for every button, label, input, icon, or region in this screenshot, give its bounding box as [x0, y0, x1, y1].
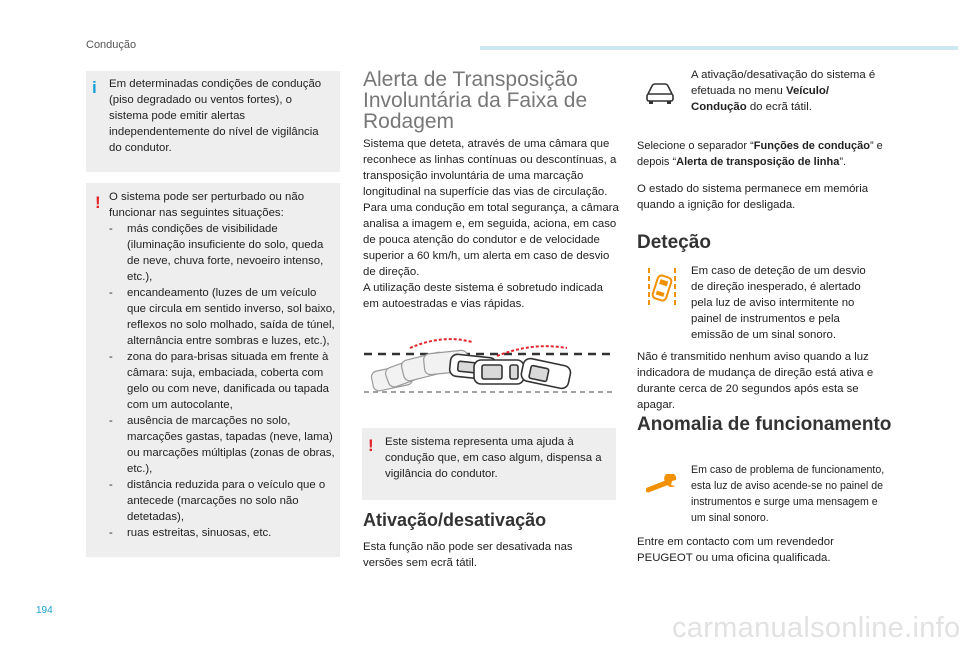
section-header: Condução	[86, 39, 137, 51]
car-outline-icon	[644, 80, 676, 106]
detection-heading: Deteção	[637, 232, 711, 253]
intro-paragraph: Sistema que deteta, através de uma câmara que reconhece as linhas contínuas ou descontínuas, a transposição involuntária de uma marcação longitudinal na superfície das vias de circulação. Para uma condução em total segurança, a câmara analisa a imagem e, em seguida, aciona, em caso de pouca atenção do condutor e de velocidade superior a 60 km/h, um alerta em caso de desvio de direção.	[363, 138, 619, 278]
warning-item: - distância reduzida para o veículo que o antecede (marcações no solo não detetadas),	[109, 477, 337, 525]
select-text-a: Selecione o separador “	[637, 140, 754, 152]
tab-name: Funções de condução	[753, 140, 870, 152]
select-text-e: ”.	[839, 156, 847, 168]
warning-mark: !	[368, 436, 374, 455]
fault-heading: Anomalia de funcionamento	[637, 414, 892, 435]
select-text-c: ” e depois “	[637, 140, 883, 168]
warning-content	[109, 189, 337, 541]
warning-item: - zona do para-brisas situada em frente à câmara: suja, embaciada, coberta com gelo ou com neve, danificada ou tapada com um autocolante,	[109, 349, 337, 413]
header-bar	[480, 46, 958, 50]
detection-text: Em caso de deteção de um desvio de direção inesperado, é alertado pela luz de aviso intermitente no painel de instrumentos e pela emissão de um sinal sonoro.	[691, 265, 866, 341]
select-tab-text	[637, 138, 897, 170]
assist-warning-box	[362, 428, 616, 500]
detection-note: Não é transmitido nenhum aviso quando a luz indicadora de mudança de direção está ativa e durante cerca de 20 segundos após esta se apagar.	[637, 351, 874, 411]
function-name: Alerta de transposição de linha	[676, 156, 840, 168]
activation-heading: Ativação/desativação	[363, 510, 547, 530]
warning-item: - encandeamento (luzes de um veículo que circula em sentido inverso, sol baixo, reflexos no solo molhado, saída de túnel, alternância entre sombras e luzes, etc.),	[109, 285, 337, 349]
footer-watermark: carmanualsonline.info	[672, 612, 960, 644]
warning-item: - más condições de visibilidade (iluminação insuficiente do solo, queda de neve, chuva forte, nevoeiro intenso, etc.),	[109, 221, 337, 285]
intro-paragraph-2: A utilização deste sistema é sobretudo indicada em autoestradas e vias rápidas.	[363, 282, 603, 310]
activation-menu-text-a: A ativação/desativação do sistema é efetuada no menu	[691, 69, 876, 97]
fault-contact: Entre em contacto com um revendedor PEUGEOT ou uma oficina qualificada.	[637, 536, 834, 564]
fault-text: Em caso de problema de funcionamento, esta luz de aviso acende-se no painel de instrumentos e surge uma mensagem e um sinal sonoro.	[691, 464, 885, 524]
lane-departure-illustration	[362, 332, 616, 408]
activation-text: Esta função não pode ser desativada nas versões sem ecrã tátil.	[363, 541, 573, 569]
memory-text: O estado do sistema permanece em memória quando a ignição for desligada.	[637, 183, 869, 211]
lane-departure-warning-icon	[646, 266, 678, 308]
warning-item: - ruas estreitas, sinuosas, etc.	[109, 525, 337, 541]
warning-list	[109, 221, 337, 541]
warning-item: - ausência de marcações no solo, marcações gastas, tapadas (neve, lama) ou marcações múltiplas (zonas de obras, etc.),	[109, 413, 337, 477]
wrench-icon	[646, 474, 680, 496]
menu-path: Veículo/ Condução	[691, 85, 830, 113]
warning-box	[86, 183, 340, 557]
page-number: 194	[36, 605, 53, 616]
info-note-box	[86, 71, 340, 172]
info-mark: i	[92, 78, 97, 97]
intro-text	[363, 136, 619, 312]
assist-warning-text: Este sistema representa uma ajuda à condução que, em caso algum, dispensa a vigilância do condutor.	[385, 436, 602, 480]
activation-menu-text	[691, 67, 881, 115]
page-title: Alerta de Transposição Involuntária da Faixa de Rodagem	[363, 68, 588, 133]
activation-menu-text-c: do ecrã tátil.	[746, 101, 812, 113]
warning-intro: O sistema pode ser perturbado ou não funcionar nas seguintes situações:	[109, 191, 305, 219]
info-note-text: Em determinadas condições de condução (piso degradado ou ventos fortes), o sistema pode emitir alertas independentemente do nível de vigilância do condutor.	[109, 78, 322, 154]
warning-mark: !	[95, 193, 101, 212]
